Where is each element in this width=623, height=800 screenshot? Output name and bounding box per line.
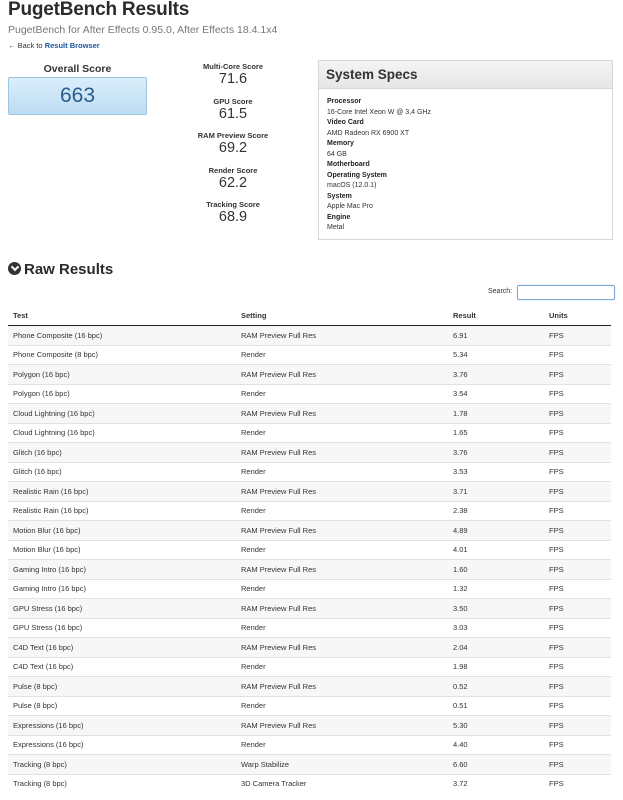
- cell-setting: RAM Preview Full Res: [236, 443, 448, 463]
- cell-setting: RAM Preview Full Res: [236, 326, 448, 346]
- cell-units: FPS: [544, 579, 611, 599]
- cell-test: C4D Text (16 bpc): [8, 638, 236, 658]
- cell-test: Phone Composite (16 bpc): [8, 326, 236, 346]
- table-row: [8, 599, 611, 619]
- cell-test: Motion Blur (16 bpc): [8, 540, 236, 560]
- spec-value-os: macOS (12.0.1): [327, 182, 377, 189]
- cell-result: 0.52: [448, 677, 544, 697]
- back-prefix: ← Back to: [8, 41, 43, 50]
- cell-test: Motion Blur (16 bpc): [8, 521, 236, 541]
- raw-results-heading[interactable]: [8, 261, 113, 278]
- table-row: [8, 755, 611, 775]
- tracking-score: [188, 200, 278, 235]
- table-row: [8, 404, 611, 424]
- cell-units: FPS: [544, 716, 611, 736]
- table-row: [8, 365, 611, 385]
- table-row: [8, 462, 611, 482]
- table-row: [8, 326, 611, 346]
- cell-test: Phone Composite (8 bpc): [8, 345, 236, 365]
- cell-setting: Render: [236, 696, 448, 716]
- cell-setting: RAM Preview Full Res: [236, 716, 448, 736]
- cell-units: FPS: [544, 326, 611, 346]
- cell-result: 6.60: [448, 755, 544, 775]
- cell-result: 2.38: [448, 501, 544, 521]
- back-link-row: [8, 41, 100, 50]
- search-label: Search:: [488, 288, 513, 295]
- cell-test: Pulse (8 bpc): [8, 677, 236, 697]
- cell-setting: 3D Camera Tracker: [236, 774, 448, 793]
- table-row: [8, 423, 611, 443]
- cell-result: 3.50: [448, 599, 544, 619]
- cell-test: Cloud Lightning (16 bpc): [8, 404, 236, 424]
- cell-result: 0.51: [448, 696, 544, 716]
- system-specs-title: System Specs: [319, 61, 612, 89]
- cell-units: FPS: [544, 345, 611, 365]
- cell-test: Polygon (16 bpc): [8, 365, 236, 385]
- cell-setting: Render: [236, 462, 448, 482]
- cell-units: FPS: [544, 384, 611, 404]
- cell-setting: RAM Preview Full Res: [236, 482, 448, 502]
- cell-result: 2.04: [448, 638, 544, 658]
- cell-units: FPS: [544, 404, 611, 424]
- column-header-test[interactable]: Test: [8, 306, 236, 326]
- cell-units: FPS: [544, 443, 611, 463]
- cell-setting: RAM Preview Full Res: [236, 599, 448, 619]
- score-label: Render Score: [208, 165, 258, 175]
- overall-score-box: [8, 77, 147, 115]
- multi-core-score: [188, 62, 278, 97]
- spec-label-memory: Memory: [327, 140, 354, 147]
- spec-value-video-card: AMD Radeon RX 6900 XT: [327, 129, 410, 137]
- page-title: PugetBench Results: [8, 0, 190, 20]
- cell-result: 4.40: [448, 735, 544, 755]
- cell-result: 1.98: [448, 657, 544, 677]
- cell-setting: RAM Preview Full Res: [236, 521, 448, 541]
- table-row: [8, 501, 611, 521]
- cell-units: FPS: [544, 365, 611, 385]
- spec-label-video-card: Video Card: [327, 119, 364, 126]
- cell-units: FPS: [544, 560, 611, 580]
- cell-result: 1.32: [448, 579, 544, 599]
- cell-test: Glitch (16 bpc): [8, 462, 236, 482]
- table-row: [8, 560, 611, 580]
- spec-label-processor: Processor: [327, 98, 362, 105]
- table-row: [8, 443, 611, 463]
- cell-units: FPS: [544, 462, 611, 482]
- table-row: [8, 716, 611, 736]
- cell-test: GPU Stress (16 bpc): [8, 618, 236, 638]
- table-row: [8, 345, 611, 365]
- table-row: [8, 521, 611, 541]
- table-row: [8, 384, 611, 404]
- table-row: [8, 618, 611, 638]
- table-header-row: [8, 306, 611, 326]
- cell-test: Cloud Lightning (16 bpc): [8, 423, 236, 443]
- spec-label-engine: Engine: [327, 213, 351, 221]
- chevron-down-icon[interactable]: [8, 262, 21, 275]
- spec-value-system: Apple Mac Pro: [327, 203, 373, 210]
- cell-test: Gaming Intro (16 bpc): [8, 579, 236, 599]
- score-label: RAM Preview Score: [197, 131, 269, 140]
- cell-setting: RAM Preview Full Res: [236, 560, 448, 580]
- cell-result: 3.72: [448, 774, 544, 793]
- cell-setting: Render: [236, 735, 448, 755]
- cell-result: 1.65: [448, 423, 544, 443]
- cell-units: FPS: [544, 599, 611, 619]
- cell-setting: Render: [236, 540, 448, 560]
- cell-units: FPS: [544, 755, 611, 775]
- score-label: GPU Score: [213, 96, 253, 106]
- cell-units: FPS: [544, 638, 611, 658]
- table-row: [8, 774, 611, 793]
- score-label: Multi-Core Score: [202, 62, 263, 71]
- cell-test: Tracking (8 bpc): [8, 774, 236, 793]
- cell-result: 3.53: [448, 462, 544, 482]
- cell-setting: Warp Stabilize: [236, 755, 448, 775]
- cell-test: GPU Stress (16 bpc): [8, 599, 236, 619]
- cell-units: FPS: [544, 677, 611, 697]
- cell-units: FPS: [544, 618, 611, 638]
- cell-test: Expressions (16 bpc): [8, 735, 236, 755]
- search-input[interactable]: [517, 285, 615, 300]
- cell-setting: Render: [236, 579, 448, 599]
- cell-result: 1.78: [448, 404, 544, 424]
- cell-units: FPS: [544, 423, 611, 443]
- cell-test: Gaming Intro (16 bpc): [8, 560, 236, 580]
- cell-result: 6.91: [448, 326, 544, 346]
- cell-units: FPS: [544, 501, 611, 521]
- cell-test: Expressions (16 bpc): [8, 716, 236, 736]
- column-header-result[interactable]: Result: [448, 306, 544, 326]
- spec-label-os: Operating System: [327, 171, 387, 179]
- column-header-units[interactable]: Units: [544, 306, 611, 326]
- cell-result: 3.71: [448, 482, 544, 502]
- spec-value-processor: 16-Core Intel Xeon W @ 3,4 GHz: [327, 108, 431, 116]
- table-row: [8, 482, 611, 502]
- cell-units: FPS: [544, 521, 611, 541]
- overall-score-label: Overall Score: [43, 63, 112, 75]
- cell-result: 3.54: [448, 384, 544, 404]
- spec-value-engine: Metal: [327, 224, 345, 231]
- score-value: 68.9: [218, 209, 248, 225]
- cell-result: 3.03: [448, 618, 544, 638]
- cell-test: C4D Text (16 bpc): [8, 657, 236, 677]
- cell-setting: Render: [236, 345, 448, 365]
- cell-test: Polygon (16 bpc): [8, 384, 236, 404]
- score-label: Tracking Score: [206, 200, 260, 209]
- overall-score-value: 663: [59, 84, 96, 107]
- system-specs-body: [319, 89, 612, 234]
- cell-result: 5.34: [448, 345, 544, 365]
- render-score: [188, 166, 278, 201]
- table-row: [8, 638, 611, 658]
- cell-units: FPS: [544, 657, 611, 677]
- cell-test: Realistic Rain (16 bpc): [8, 482, 236, 502]
- table-body: [8, 326, 611, 794]
- cell-test: Tracking (8 bpc): [8, 755, 236, 775]
- table-row: [8, 540, 611, 560]
- score-value: 71.6: [218, 71, 248, 87]
- raw-results-title: Raw Results: [24, 261, 114, 278]
- result-browser-link[interactable]: Result Browser: [44, 41, 100, 50]
- page-subtitle: PugetBench for After Effects 0.95.0, After Effects 18.4.1x4: [8, 24, 278, 36]
- cell-result: 1.60: [448, 560, 544, 580]
- cell-setting: Render: [236, 618, 448, 638]
- cell-setting: RAM Preview Full Res: [236, 677, 448, 697]
- cell-units: FPS: [544, 735, 611, 755]
- cell-setting: RAM Preview Full Res: [236, 404, 448, 424]
- score-value: 69.2: [218, 140, 248, 156]
- cell-units: FPS: [544, 774, 611, 793]
- cell-result: 4.01: [448, 540, 544, 560]
- score-value: 62.2: [218, 174, 248, 191]
- table-row: [8, 677, 611, 697]
- cell-result: 3.76: [448, 365, 544, 385]
- spec-value-memory: 64 GB: [327, 150, 347, 158]
- raw-results-table: [8, 306, 611, 793]
- spec-label-motherboard: Motherboard: [327, 161, 370, 168]
- cell-setting: Render: [236, 384, 448, 404]
- ram-preview-score: [188, 131, 278, 166]
- column-header-setting[interactable]: Setting: [236, 306, 448, 326]
- table-row: [8, 579, 611, 599]
- score-value: 61.5: [218, 105, 248, 122]
- cell-result: 3.76: [448, 443, 544, 463]
- cell-units: FPS: [544, 696, 611, 716]
- cell-units: FPS: [544, 540, 611, 560]
- cell-units: FPS: [544, 482, 611, 502]
- cell-setting: Render: [236, 501, 448, 521]
- cell-setting: RAM Preview Full Res: [236, 638, 448, 658]
- cell-test: Pulse (8 bpc): [8, 696, 236, 716]
- cell-setting: RAM Preview Full Res: [236, 365, 448, 385]
- cell-setting: Render: [236, 657, 448, 677]
- gpu-score: [188, 97, 278, 132]
- table-row: [8, 657, 611, 677]
- cell-test: Realistic Rain (16 bpc): [8, 501, 236, 521]
- cell-test: Glitch (16 bpc): [8, 443, 236, 463]
- score-list: [188, 62, 278, 235]
- cell-result: 4.89: [448, 521, 544, 541]
- system-specs-panel: [318, 60, 613, 240]
- spec-label-system: System: [327, 192, 352, 200]
- cell-result: 5.30: [448, 716, 544, 736]
- table-row: [8, 735, 611, 755]
- table-row: [8, 696, 611, 716]
- cell-setting: Render: [236, 423, 448, 443]
